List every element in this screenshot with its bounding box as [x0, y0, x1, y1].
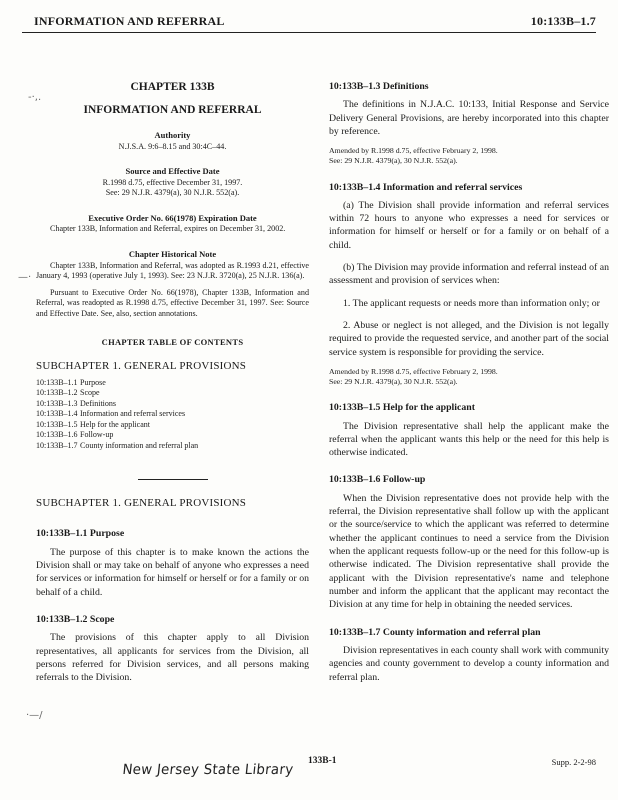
section-1-4-amendment: Amended by R.1998 d.75, effective February 2, 1998. See: 29 N.J.R. 4379(a), 30 N.J.R. 552(a). — [329, 366, 498, 387]
section-1-1-text: The purpose of this chapter is to make known the actions the Division shall or may take on behalf of anyone who expresses a need for services or information for himself or herself or for a family or on behalf of a child. — [36, 546, 309, 598]
toc-heading: CHAPTER TABLE OF CONTENTS — [101, 337, 244, 348]
right-column — [329, 80, 609, 684]
supplement-date: Supp. 2-2-98 — [551, 757, 596, 767]
authority-heading: Authority — [154, 130, 191, 141]
toc-entry: 10:133B–1.4 Information and referral services — [36, 409, 186, 419]
history-paragraph-2: Pursuant to Executive Order No. 66(1978), Chapter 133B, Information and Referral, was readopted as R.1998 d.75, effective December 31, 1997. See: Source and Effective Date. See, also, section annotations. — [36, 287, 309, 318]
section-1-7-text: Division representatives in each county shall work with community agencies and county government to develop a county information and referral plan. — [329, 644, 609, 683]
section-1-4-b1: 1. The applicant requests or needs more than information only; or — [343, 297, 600, 309]
history-heading: Chapter Historical Note — [128, 248, 217, 259]
library-stamp: New Jersey State Library — [121, 762, 295, 778]
section-1-1-heading: 10:133B–1.1 Purpose — [36, 528, 125, 540]
toc-entry: 10:133B–1.1 Purpose — [36, 377, 106, 387]
history-paragraph-1: Chapter 133B, Information and Referral, was adopted as R.1993 d.21, effective January 4, 1993 (operative July 1, 1993). See: 23 N.J.R. 3720(a), 25 N.J.R. 136(a). — [36, 260, 309, 281]
chapter-number: CHAPTER 133B — [130, 81, 215, 93]
authority-text: N.J.S.A. 9:6–8.15 and 30:4C–44. — [118, 141, 227, 151]
source-text: R.1998 d.75, effective December 31, 1997. — [102, 177, 243, 187]
section-1-6-heading: 10:133B–1.6 Follow-up — [329, 474, 426, 486]
section-1-7-heading: 10:133B–1.7 County information and referral plan — [329, 626, 541, 638]
running-header — [22, 14, 596, 33]
chapter-title: INFORMATION AND REFERRAL — [83, 103, 262, 116]
toc-entry: 10:133B–1.2 Scope — [36, 388, 100, 398]
section-1-3-amendment: Amended by R.1998 d.75, effective February 2, 1998. See: 29 N.J.R. 4379(a), 30 N.J.R. 552(a). — [329, 146, 498, 166]
table-of-contents — [36, 378, 309, 452]
margin-mark: ·—/ — [26, 710, 43, 721]
toc-entry: 10:133B–1.7 County information and referral plan — [36, 440, 199, 450]
header-section-number: 10:133B–1.7 — [530, 14, 596, 28]
toc-entry: 10:133B–1.5 Help for the applicant — [36, 419, 150, 429]
section-1-2-heading: 10:133B–1.2 Scope — [36, 613, 115, 625]
exec-order-heading: Executive Order No. 66(1978) Expiration Date — [88, 212, 257, 223]
section-1-4-a: (a) The Division shall provide information and referral services within 72 hours to anyone who expresses a need for services or information for himself or herself or for a family or on behalf of a child. — [329, 199, 609, 251]
page-number: 133B-1 — [308, 756, 337, 766]
section-1-5-heading: 10:133B–1.5 Help for the applicant — [329, 402, 475, 414]
toc-entry: 10:133B–1.3 Definitions — [36, 398, 116, 408]
section-1-4-b2: 2. Abuse or neglect is not alleged, and the Division is not legally required to provide the requested service, and another part of the social service system is responsible for providing the service. — [329, 320, 609, 358]
source-see: See: 29 N.J.R. 4379(a), 30 N.J.R. 552(a). — [105, 188, 240, 198]
section-1-5-text: The Division representative shall help the applicant make the referral when the applicant wants this help or the need for this help is otherwise indicated. — [329, 420, 609, 459]
margin-mark: —· — [18, 272, 32, 283]
section-1-4-b: (b) The Division may provide information and referral instead of an assessment and provision of services when: — [329, 262, 609, 287]
section-1-4-heading: 10:133B–1.4 Information and referral services — [329, 181, 523, 193]
subchapter-heading: SUBCHAPTER 1. GENERAL PROVISIONS — [36, 497, 247, 510]
exec-order-text: Chapter 133B, Information and Referral, expires on December 31, 2002. — [50, 224, 286, 234]
source-heading: Source and Effective Date — [125, 166, 220, 177]
section-1-3-text: The definitions in N.J.A.C. 10:133, Initial Response and Service Delivery General Provisions, are hereby incorporated into this chapter by reference. — [329, 99, 609, 137]
toc-entry: 10:133B–1.6 Follow-up — [36, 430, 114, 440]
toc-subchapter: SUBCHAPTER 1. GENERAL PROVISIONS — [36, 359, 247, 372]
section-1-3-heading: 10:133B–1.3 Definitions — [329, 81, 429, 92]
header-title: INFORMATION AND REFERRAL — [34, 14, 225, 28]
section-1-6-text: When the Division representative does not provide help with the referral, the Division representative shall follow up with the applicant or the source/service to which the applicant was referred to determine whether the applicant continues to need a service from the Division when the applicant requests follow-up or the need for this follow-up is otherwise indicated. The Division representative shall provide the applicant with the Division representative's name and telephone number and inform the applicant that the applicant may recontact the Division at any time for help in obtaining the needed services. — [329, 492, 609, 611]
margin-mark: -·,. — [28, 92, 42, 103]
divider — [138, 479, 208, 480]
left-column — [36, 68, 309, 684]
section-1-2-text: The provisions of this chapter apply to all Division representatives, all applicants for services from the Division, all persons referred for Division services, and all persons making referrals to the Division. — [36, 632, 309, 684]
